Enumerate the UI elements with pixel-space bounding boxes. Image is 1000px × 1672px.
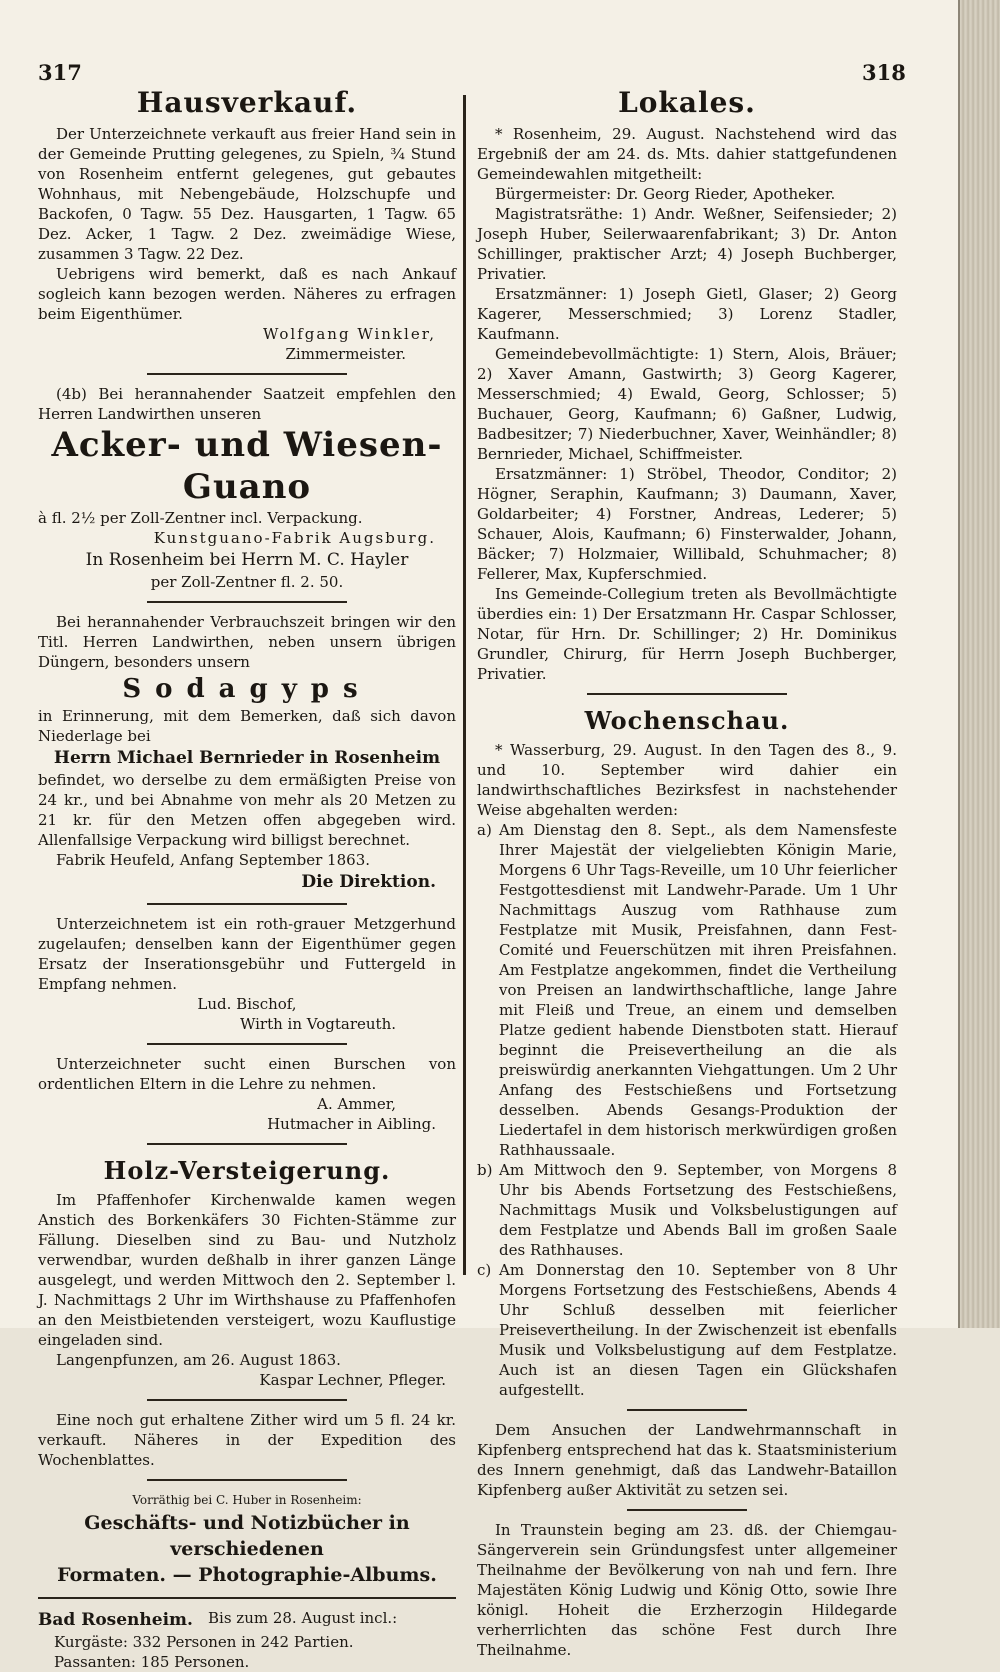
right-column [477, 84, 897, 1660]
sodagyps-agent: Herrn Michael Bernrieder in Rosenheim [53, 748, 441, 768]
huber-line2: Formaten. — Photographie-Albums. [57, 1564, 437, 1586]
separator-rule [147, 373, 347, 375]
sodagyps-date: Fabrik Heufeld, Anfang September 1863. [56, 851, 371, 869]
book-page-edge [958, 0, 1000, 1328]
ad-hausverkauf [38, 84, 456, 364]
ad-metzgerhund [38, 914, 456, 1034]
bad-line2: Kurgäste: 332 Personen in 242 Partien. [54, 1633, 354, 1651]
lokales-p6: Ersatzmänner: 1) Ströbel, Theodor, Conditor; 2) Högner, Seraphin, Kaufmann; 3) Daumann, Xaver, Goldarbeiter; 4) Forstner, Andreas, Lederer; 5) Schauer, Alois, Kaufmann; 6) Finsterwalder, Johann, Bäcker; 7) Holzmaier, Willibald, Schuhmacher; 8) Fellerer, Max, Kupferschmied. [477, 465, 897, 583]
wochenschau-title: Wochenschau. [584, 706, 790, 735]
bad-rosenheim [38, 1608, 456, 1632]
zither-body: Eine noch gut erhaltene Zither wird um 5 fl. 24 kr. verkauft. Näheres in der Expedition des Wochenblattes. [38, 1411, 456, 1469]
separator-rule [147, 1479, 347, 1481]
hausverkauf-profession: Zimmermeister. [285, 345, 406, 363]
holz-title: Holz-Versteigerung. [103, 1156, 391, 1185]
hausverkauf-signature: Wolfgang Winkler, [262, 325, 436, 343]
guano-agent: In Rosenheim bei Herrn M. C. Hayler [85, 550, 409, 570]
bad-line1: Bis zum 28. August incl.: [208, 1609, 398, 1627]
guano-price: à fl. 2½ per Zoll-Zentner incl. Verpackung. [38, 509, 363, 527]
lokales-p1: * Rosenheim, 29. August. Nachstehend wird das Ergebniß der am 24. ds. Mts. dahier stattgefundenen Gemeindewahlen mitgetheilt: [477, 125, 897, 183]
holz-signature: Kaspar Lechner, Pfleger. [259, 1371, 446, 1389]
item-b-text: Am Mittwoch den 9. September, von Morgens 8 Uhr bis Abends Fortsetzung des Festschießens, Nachmittags Musik und Volksbelustigungen auf dem Festplatze und Abends Ball im großen Saale des Rathhauses. [499, 1161, 897, 1259]
sodagyps-body: in Erinnerung, mit dem Bemerken, daß sich davon Niederlage bei [38, 707, 456, 745]
separator-rule [147, 601, 347, 603]
lokales-p5: Gemeindebevollmächtigte: 1) Stern, Alois, Bräuer; 2) Xaver Amann, Gastwirth; 3) Georg Kagerer, Messerschmied; 4) Ewald, Georg, Schlosser; 5) Buchauer, Georg, Kaufmann; 6) Gaßner, Ludwig, Badbesitzer; 7) Niederbuchner, Xaver, Weinhändler; 8) Bernrieder, Michael, Schiffmeister. [477, 345, 897, 463]
lokales-title: Lokales. [618, 86, 756, 119]
lokales-p2: Bürgermeister: Dr. Georg Rieder, Apotheker. [495, 185, 836, 203]
section-lokales [477, 84, 897, 684]
separator-rule [147, 903, 347, 905]
wochenschau-item-a [477, 820, 897, 1160]
item-b-label: b) [477, 1161, 493, 1179]
lokales-p7: Ins Gemeinde-Collegium treten als Bevollmächtigte überdies ein: 1) Der Ersatzmann Hr. Caspar Schlosser, Notar, für Hrn. Dr. Schillinger; 2) Hr. Dominikus Grundler, Chirurg, für Herrn Joseph Buchberger, Privatier. [477, 585, 897, 683]
lehre-body: Unterzeichneter sucht einen Burschen von ordentlichen Eltern in die Lehre zu nehmen. [38, 1055, 456, 1093]
sodagyps-intro: Bei herannahender Verbrauchszeit bringen wir den Titl. Herren Landwirthen, neben unsern übrigen Düngern, besonders unsern [38, 613, 456, 671]
hausverkauf-body: Der Unterzeichnete verkauft aus freier Hand sein in der Gemeinde Prutting gelegenes, zu Spieln, ¾ Stund von Rosenheim entfernt gelegenes, gut gebautes Wohnhaus, mit Nebengebäude, Holzschupfe und Backofen, 0 Tagw. 55 Dez. Hausgarten, 1 Tagw. 65 Dez. Acker, 1 Tagw. 2 Dez. zweimädige Wiese, zusammen 3 Tagw. 22 Dez. [38, 125, 456, 263]
wochenschau-p3: In Traunstein beging am 23. dß. der Chiemgau-Sängerverein sein Gründungsfest unter allgemeiner Theilnahme der Bevölkerung von nah und fern. Ihre Majestäten König Ludwig und König Otto, sowie Ihre königl. Hoheit die Erzherzogin Hildegarde verherrlichten das schöne Fest durch Ihre Theilnahme. [477, 1521, 897, 1659]
lokales-p3: Magistratsräthe: 1) Andr. Weßner, Seifensieder; 2) Joseph Huber, Seilerwaarenfabrikant; 3) Dr. Anton Schillinger, praktischer Arzt; 4) Joseph Buchberger, Privatier. [477, 205, 897, 283]
lehre-profession: Hutmacher in Aibling. [267, 1115, 436, 1133]
sodagyps-body2: befindet, wo derselbe zu dem ermäßigten Preise von 24 kr., und bei Abnahme von mehr als 20 Metzen zu 21 kr. für den Metzen offen abgegeben wird. Allenfallsige Verpackung wird billigst berechnet. [38, 771, 456, 849]
separator-rule [627, 1409, 747, 1411]
page-number-left: 317 [38, 60, 82, 85]
column-divider [463, 95, 466, 1275]
guano-agent-price: per Zoll-Zentner fl. 2. 50. [150, 573, 344, 591]
ad-guano [38, 384, 456, 592]
separator-rule [147, 1043, 347, 1045]
wochenschau-item-b [477, 1160, 897, 1260]
huber-line1: Geschäfts- und Notizbücher in verschiedenen [84, 1512, 410, 1560]
hund-body: Unterzeichnetem ist ein roth-grauer Metzgerhund zugelaufen; denselben kann der Eigenthümer gegen Ersatz der Inserationsgebühr und Futtergeld in Empfang nehmen. [38, 915, 456, 993]
ad-lehre [38, 1054, 456, 1134]
bad-label: Bad Rosenheim. [38, 1610, 193, 1630]
page-number-right: 318 [862, 60, 906, 85]
item-c-text: Am Donnerstag den 10. September von 8 Uhr Morgens Fortsetzung des Festschießens, Abends 4 Uhr Schluß desselben mit feierlicher Preisevertheilung. In der Zwischenzeit ist ebenfalls Musik und Volksbelustigung auf dem Festplatze. Auch ist an diesen Tagen ein Glückshafen aufgestellt. [499, 1261, 897, 1399]
separator-rule [38, 1597, 456, 1599]
lehre-signature: A. Ammer, [317, 1095, 396, 1113]
item-c-label: c) [477, 1261, 492, 1279]
ad-huber [38, 1490, 456, 1588]
ad-holz-versteigerung [38, 1154, 456, 1390]
separator-rule [587, 693, 787, 695]
separator-rule [147, 1399, 347, 1401]
guano-intro: (4b) Bei herannahender Saatzeit empfehlen den Herren Landwirthen unseren [38, 385, 456, 423]
holz-date: Langenpfunzen, am 26. August 1863. [56, 1351, 341, 1369]
guano-title: Acker- und Wiesen-Guano [51, 425, 443, 507]
hausverkauf-title: Hausverkauf. [136, 86, 358, 119]
wochenschau-item-c [477, 1260, 897, 1400]
hund-profession: Wirth in Vogtareuth. [239, 1015, 396, 1033]
section-wochenschau [477, 704, 897, 1660]
item-a-label: a) [477, 821, 492, 839]
hund-signature: Lud. Bischof, [197, 995, 297, 1013]
item-a-text: Am Dienstag den 8. Sept., als dem Namensfeste Ihrer Majestät der vielgeliebten Königin Marie, Morgens 6 Uhr Tags-Reveille, um 10 Uhr feierlicher Festgottesdienst mit Landwehr-Parade. Um 1 Uhr Nachmittags Auszug vom Rathhause zum Festplatze mit Musik, Preisfahnen, dann Fest-Comité und Feuerschützen mit ihren Preisfahnen. Am Festplatze angekommen, findet die Vertheilung von Preisen an landwirthschaftliche, lange Jahre mit Fleiß und Treue, an einem und demselben Platze gedient habende Dienstboten statt. Hierauf beginnt die Preisevertheilung an die als preiswürdig anerkannten Viehgattungen. Um 2 Uhr Anfang des Festschießens und Fortsetzung desselben. Abends Gesangs-Produktion der Liedertafel in dem historisch merkwürdigen großen Rathhaussaale. [499, 821, 897, 1159]
separator-rule [627, 1509, 747, 1511]
ad-zither [38, 1410, 456, 1470]
wochenschau-p2: Dem Ansuchen der Landwehrmannschaft in Kipfenberg entsprechend hat das k. Staatsministerium des Innern genehmigt, daß das Landwehr-Bataillon Kipfenberg außer Aktivität zu setzen sei. [477, 1421, 897, 1499]
hausverkauf-body2: Uebrigens wird bemerkt, daß es nach Ankauf sogleich kann bezogen werden. Näheres zu erfragen beim Eigenthümer. [38, 265, 456, 323]
sodagyps-title: Sodagyps [122, 674, 372, 704]
separator-rule [147, 1143, 347, 1145]
sodagyps-signature: Die Direktion. [301, 872, 436, 892]
wochenschau-p1: * Wasserburg, 29. August. In den Tagen des 8., 9. und 10. September wird dahier ein landwirthschaftliches Bezirksfest in nachstehender Weise abgehalten werden: [477, 741, 897, 819]
bad-line3: Passanten: 185 Personen. [54, 1653, 250, 1671]
guano-company: Kunstguano-Fabrik Augsburg. [153, 529, 436, 547]
huber-intro: Vorräthig bei C. Huber in Rosenheim: [132, 1493, 362, 1507]
left-column [38, 84, 456, 1672]
ad-sodagyps [38, 612, 456, 894]
lokales-p4: Ersatzmänner: 1) Joseph Gietl, Glaser; 2) Georg Kagerer, Messerschmied; 3) Lorenz Stadler, Kaufmann. [477, 285, 897, 343]
holz-body: Im Pfaffenhofer Kirchenwalde kamen wegen Anstich des Borkenkäfers 30 Fichten-Stämme zur Fällung. Dieselben sind zu Bau- und Nutzholz verwendbar, wurden deßhalb in ihrer ganzen Länge ausgelegt, und werden Mittwoch den 2. September l. J. Nachmittags 2 Uhr im Wirthshause zu Pfaffenhofen an den Meistbietenden versteigert, wozu Kauflustige eingeladen sind. [38, 1191, 456, 1349]
